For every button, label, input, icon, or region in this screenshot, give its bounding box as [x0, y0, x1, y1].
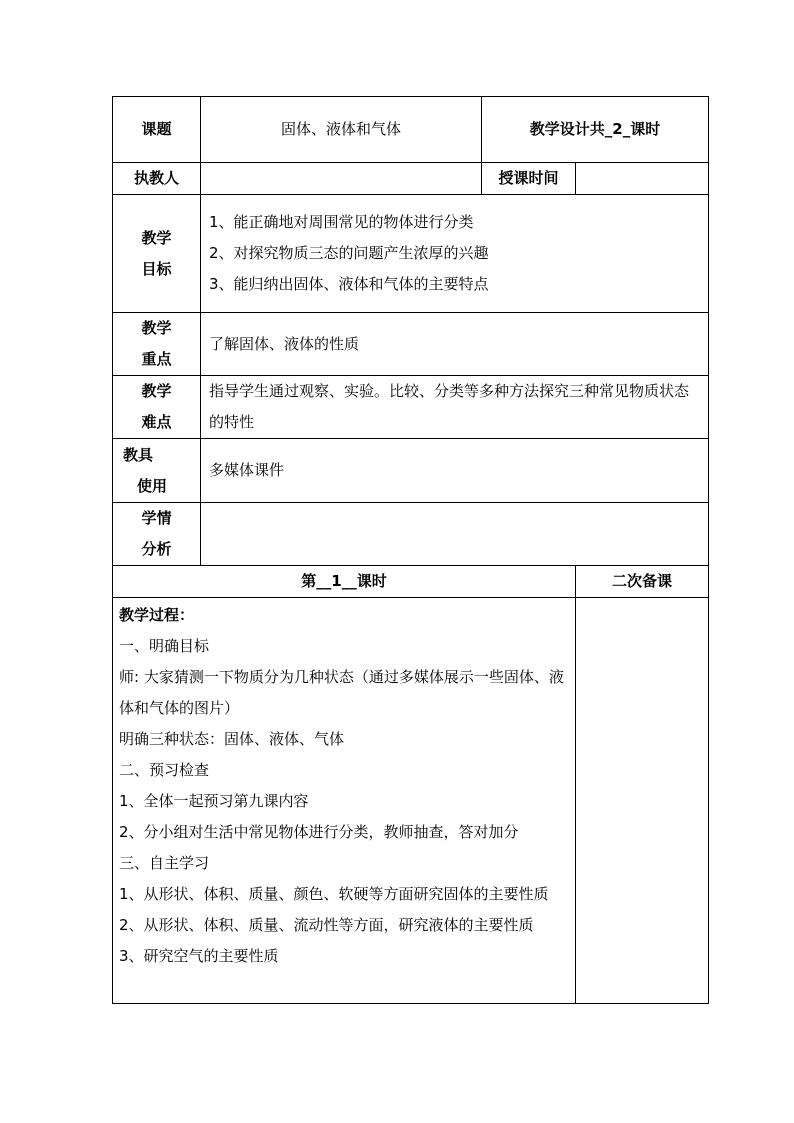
lesson-number-cell: [113, 566, 576, 598]
second-prep-label: 二次备课: [576, 566, 709, 598]
objectives-label-line2: 目标: [141, 259, 172, 278]
analysis-label: [113, 503, 201, 566]
process-line: 1、从形状、体积、质量、颜色、软硬等方面研究固体的主要性质: [119, 885, 549, 903]
tools-row: [113, 439, 709, 503]
time-label: 授课时间: [482, 163, 576, 195]
objectives-label: [113, 195, 201, 313]
objectives-row: [113, 195, 709, 313]
key-points-label-line1: 教学: [141, 319, 172, 337]
design-suffix: 课时: [630, 120, 661, 138]
lesson-plan-table: [112, 96, 709, 1004]
tools-label-line2: 使用: [137, 476, 168, 495]
difficulties-content: 指导学生通过观察、实验。比较、分类等多种方法探究三种常见物质状态的特性: [201, 376, 709, 439]
objective-item: 2、对探究物质三态的问题产生浓厚的兴趣: [209, 244, 489, 262]
difficulties-label-line2: 难点: [141, 413, 172, 431]
topic-row: [113, 97, 709, 163]
process-line: 明确三种状态：固体、液体、气体: [119, 730, 345, 748]
topic-label: 课题: [113, 97, 201, 163]
process-line: 2、从形状、体积、质量、流动性等方面，研究液体的主要性质: [119, 916, 534, 934]
difficulties-label-line1: 教学: [141, 382, 172, 400]
teacher-row: [113, 163, 709, 195]
difficulties-row: [113, 376, 709, 439]
process-line: 1、全体一起预习第九课内容: [119, 792, 309, 810]
design-count: _2_: [604, 120, 631, 138]
time-value: [576, 163, 709, 195]
lesson-number: __1__: [316, 572, 357, 590]
tools-label-line1: 教具: [123, 445, 154, 464]
process-line: 三、自主学习: [119, 854, 210, 872]
teacher-label: 执教人: [113, 163, 201, 195]
lesson-suffix: 课时: [356, 572, 387, 590]
key-points-label: [113, 313, 201, 376]
process-line: 二、预习检查: [119, 761, 210, 779]
lesson-header-row: [113, 566, 709, 598]
tools-content: 多媒体课件: [201, 439, 709, 503]
objectives-label-line1: 教学: [141, 228, 172, 247]
second-prep-content: [576, 598, 709, 1004]
analysis-content: [201, 503, 709, 566]
process-line: 师: 大家猜测一下物质分为几种状态（通过多媒体展示一些固体、液体和气体的图片）: [119, 668, 564, 717]
key-points-label-line2: 重点: [141, 350, 172, 368]
difficulties-label: [113, 376, 201, 439]
process-row: [113, 598, 709, 1004]
process-line: 一、明确目标: [119, 637, 210, 655]
design-count-cell: [482, 97, 709, 163]
objective-item: 3、能归纳出固体、液体和气体的主要特点: [209, 275, 489, 293]
topic-value: 固体、液体和气体: [201, 97, 482, 163]
tools-label: [113, 439, 201, 503]
objective-item: 1、能正确地对周围常见的物体进行分类: [209, 213, 474, 231]
analysis-label-line1: 学情: [141, 509, 172, 527]
process-content: [113, 598, 576, 1004]
analysis-row: [113, 503, 709, 566]
analysis-label-line2: 分析: [141, 540, 172, 558]
key-points-row: [113, 313, 709, 376]
objectives-content: [201, 195, 709, 313]
key-points-content: 了解固体、液体的性质: [201, 313, 709, 376]
process-line: 2、分小组对生活中常见物体进行分类，教师抽查，答对加分: [119, 823, 519, 841]
teacher-value: [201, 163, 482, 195]
process-line: 3、研究空气的主要性质: [119, 947, 279, 965]
process-title: 教学过程：: [119, 606, 195, 624]
design-prefix: 教学设计共: [529, 120, 605, 138]
lesson-prefix: 第: [301, 572, 317, 590]
